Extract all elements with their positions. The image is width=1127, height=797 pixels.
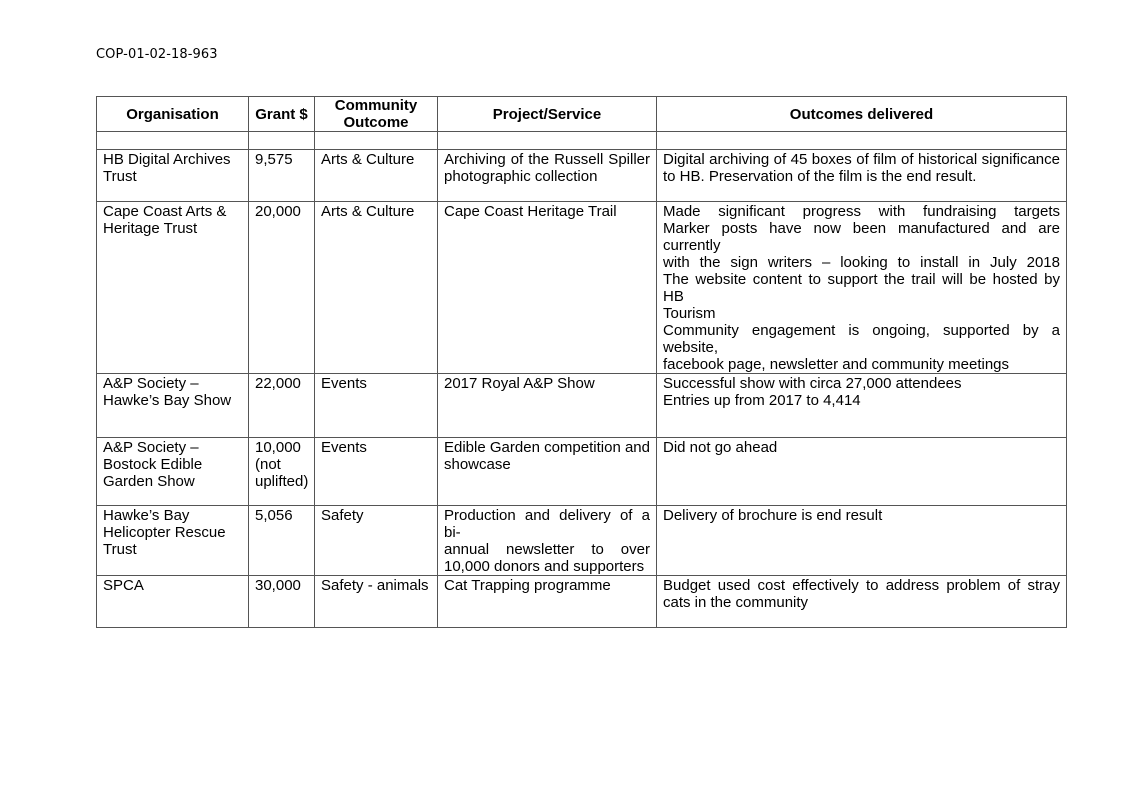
cell-community-outcome: Arts & Culture	[315, 150, 438, 202]
cell-community-outcome: Safety	[315, 506, 438, 576]
cell-organisation-line: Heritage Trust	[103, 220, 198, 237]
cell-organisation-line: SPCA	[103, 577, 144, 594]
cell-project	[438, 438, 657, 506]
cell-outcomes	[657, 374, 1067, 438]
header-outcomes: Outcomes delivered	[657, 97, 1067, 132]
cell-project-line: Edible Garden competition and	[444, 439, 650, 456]
cell-project-line: showcase	[444, 456, 511, 473]
cell-grant-line: 5,056	[255, 507, 293, 524]
document-code: COP-01-02-18-963	[96, 47, 218, 62]
header-project: Project/Service	[438, 97, 657, 132]
table-row	[97, 506, 1067, 576]
cell-community-outcome: Safety - animals	[315, 576, 438, 628]
cell-grant-line: uplifted)	[255, 473, 309, 490]
cell-outcomes-line: Successful show with circa 27,000 attendees	[663, 375, 962, 392]
cell-outcomes-line: Marker posts have now been manufactured and are currently	[663, 220, 1060, 254]
cell-grant-line: 20,000	[255, 203, 301, 220]
cell-organisation	[97, 438, 249, 506]
cell-project-line: annual newsletter to over	[444, 541, 650, 558]
cell-outcomes	[657, 506, 1067, 576]
table-row	[97, 202, 1067, 374]
cell-outcomes-line: facebook page, newsletter and community meetings	[663, 356, 1010, 373]
cell-organisation	[97, 506, 249, 576]
cell-organisation	[97, 576, 249, 628]
cell-outcomes-line: Tourism	[663, 305, 716, 322]
cell-project-line: Archiving of the Russell Spiller	[444, 151, 650, 168]
cell-outcomes-line: Made significant progress with fundraising targets	[663, 203, 1060, 220]
cell-outcomes-line: Delivery of brochure is end result	[663, 507, 883, 524]
table-row	[97, 374, 1067, 438]
cell-project	[438, 150, 657, 202]
cell-organisation	[97, 150, 249, 202]
cell-outcomes-line: Community engagement is ongoing, supported by a website,	[663, 322, 1060, 356]
header-grant: Grant $	[249, 97, 315, 132]
cell-grant-line: 10,000	[255, 439, 301, 456]
cell-organisation-line: Helicopter Rescue	[103, 524, 226, 541]
cell-outcomes-line: The website content to support the trail will be hosted by HB	[663, 271, 1060, 305]
table-header-row	[97, 97, 1067, 132]
table-row	[97, 576, 1067, 628]
cell-project-line: photographic collection	[444, 168, 598, 185]
cell-organisation-line: Trust	[103, 541, 137, 558]
cell-organisation-line: A&P Society –	[103, 375, 199, 392]
cell-outcomes-line: with the sign writers – looking to install in July 2018	[663, 254, 1060, 271]
cell-grant	[249, 438, 315, 506]
cell-organisation-line: HB Digital Archives	[103, 151, 231, 168]
cell-organisation-line: Garden Show	[103, 473, 195, 490]
cell-outcomes	[657, 202, 1067, 374]
cell-outcomes-line: to HB. Preservation of the film is the end result.	[663, 168, 977, 185]
cell-outcomes-line: Did not go ahead	[663, 439, 778, 456]
cell-outcomes	[657, 438, 1067, 506]
grants-table	[96, 96, 1067, 628]
cell-grant-line: 30,000	[255, 577, 301, 594]
cell-grant	[249, 506, 315, 576]
cell-grant-line: (not	[255, 456, 281, 473]
cell-community-outcome: Arts & Culture	[315, 202, 438, 374]
cell-project	[438, 202, 657, 374]
cell-grant	[249, 374, 315, 438]
cell-organisation	[97, 374, 249, 438]
cell-project	[438, 374, 657, 438]
cell-outcomes-line: cats in the community	[663, 594, 809, 611]
cell-grant	[249, 150, 315, 202]
header-organisation: Organisation	[97, 97, 249, 132]
cell-outcomes	[657, 150, 1067, 202]
header-community-outcome-line-2: Outcome	[343, 114, 409, 131]
cell-organisation-line: Cape Coast Arts &	[103, 203, 227, 220]
cell-outcomes-line: Entries up from 2017 to 4,414	[663, 392, 861, 409]
cell-outcomes-line: Budget used cost effectively to address problem of stray	[663, 577, 1060, 594]
cell-project	[438, 576, 657, 628]
cell-project-line: Cape Coast Heritage Trail	[444, 203, 617, 220]
cell-outcomes-line: Digital archiving of 45 boxes of film of historical significance	[663, 151, 1060, 168]
cell-grant	[249, 202, 315, 374]
cell-grant-line: 22,000	[255, 375, 301, 392]
cell-project-line: Cat Trapping programme	[444, 577, 611, 594]
cell-organisation-line: Hawke’s Bay	[103, 507, 190, 524]
header-community-outcome-line-1: Community	[334, 97, 418, 114]
table-row	[97, 150, 1067, 202]
cell-organisation-line: Trust	[103, 168, 137, 185]
cell-organisation-line: Bostock Edible	[103, 456, 203, 473]
table-spacer-row	[97, 132, 1067, 150]
cell-project	[438, 506, 657, 576]
cell-grant	[249, 576, 315, 628]
cell-organisation-line: A&P Society –	[103, 439, 199, 456]
cell-organisation	[97, 202, 249, 374]
cell-outcomes	[657, 576, 1067, 628]
cell-project-line: 10,000 donors and supporters	[444, 558, 645, 575]
table-body	[97, 150, 1067, 628]
header-community-outcome	[315, 97, 438, 132]
cell-project-line: 2017 Royal A&P Show	[444, 375, 595, 392]
cell-grant-line: 9,575	[255, 151, 293, 168]
cell-project-line: Production and delivery of a bi-	[444, 507, 650, 541]
cell-community-outcome: Events	[315, 438, 438, 506]
cell-organisation-line: Hawke’s Bay Show	[103, 392, 232, 409]
table-row	[97, 438, 1067, 506]
cell-community-outcome: Events	[315, 374, 438, 438]
